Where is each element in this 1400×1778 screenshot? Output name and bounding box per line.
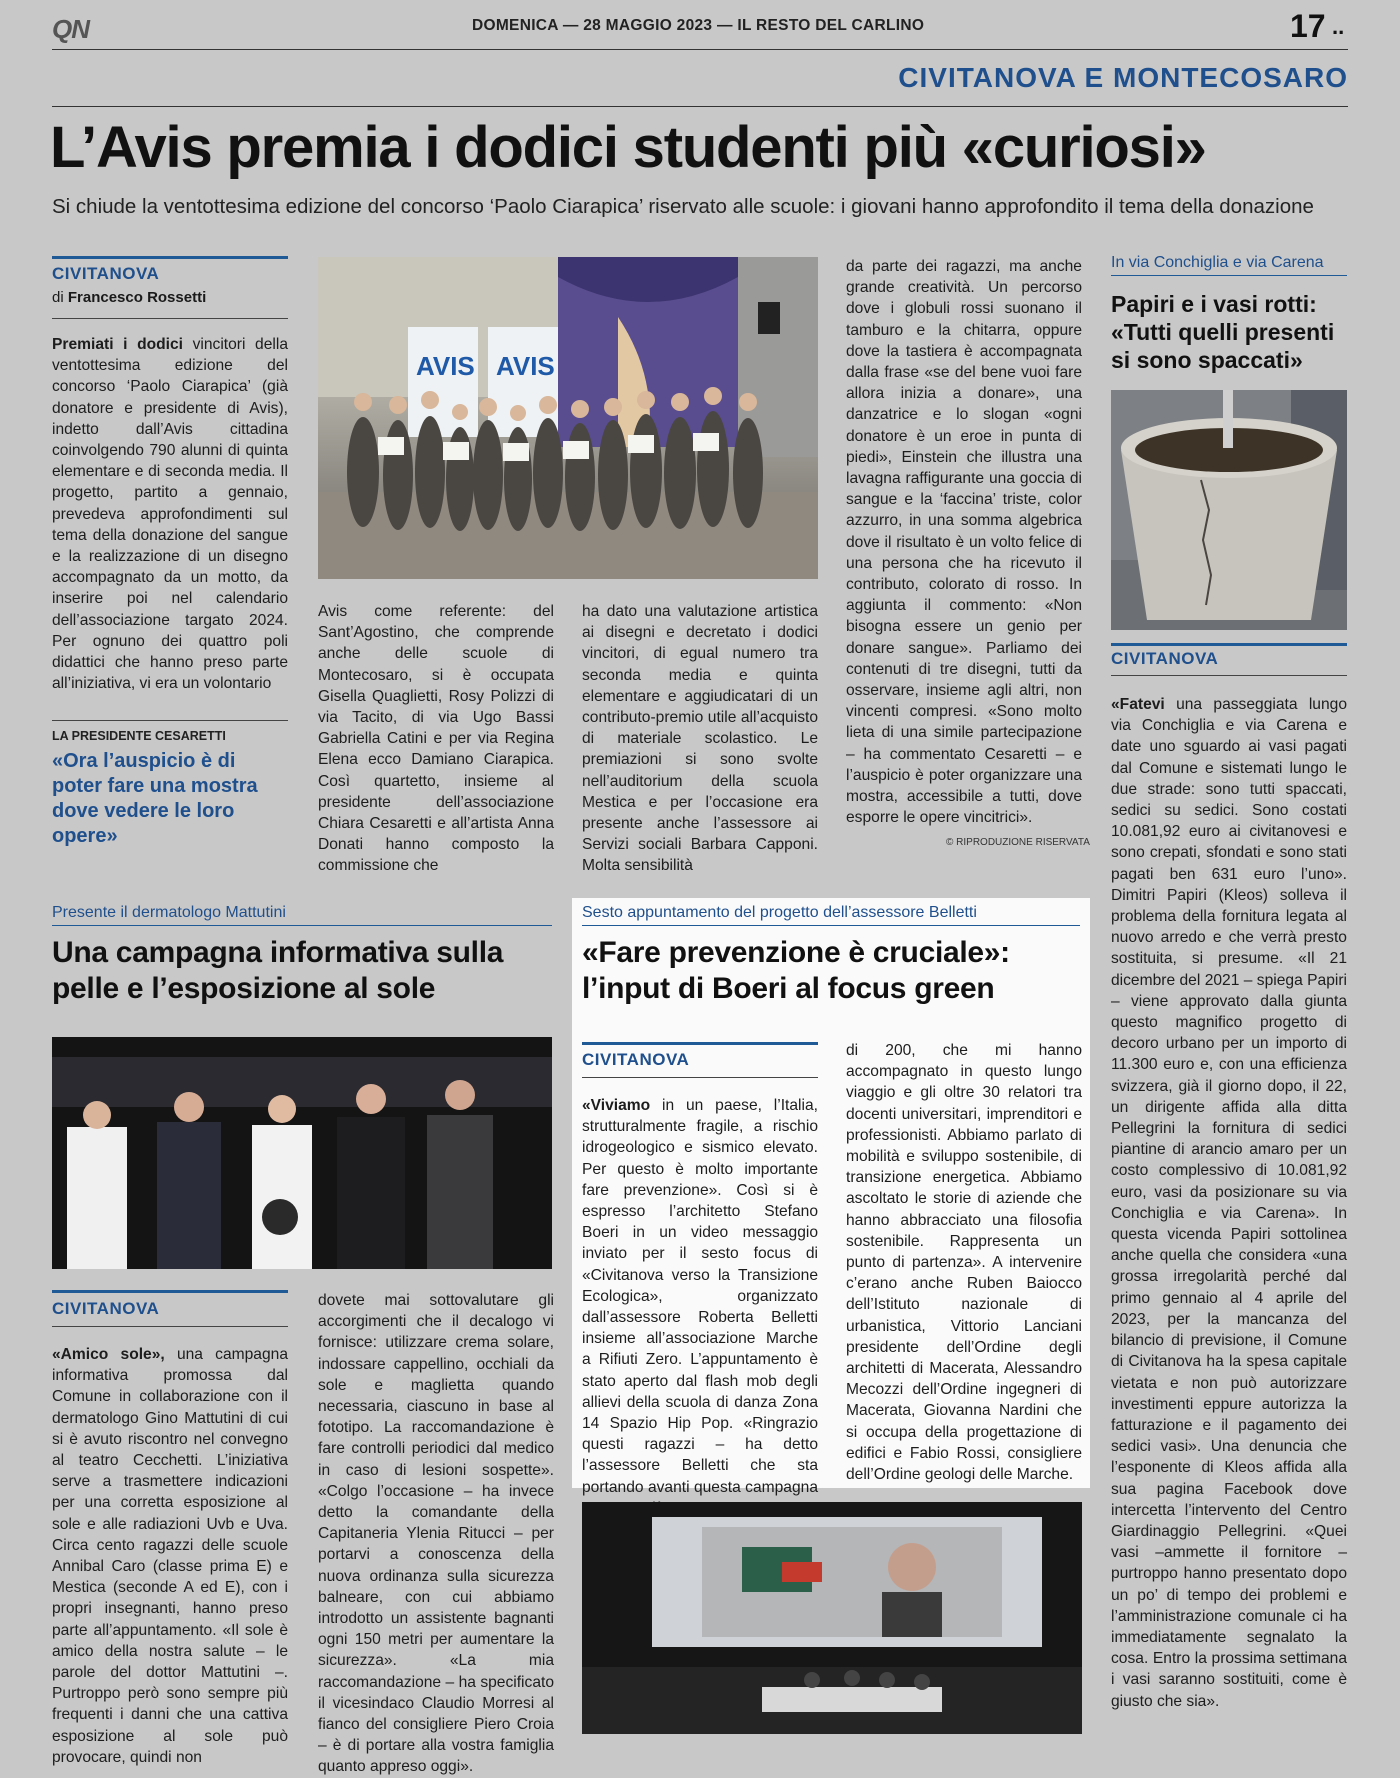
- green-location: CIVITANOVA: [582, 1050, 690, 1069]
- masthead-logo: QN: [52, 14, 89, 44]
- main-col3: ha dato una valutazione artistica ai disegni e decretato i dodici vincitori, di egual numero tra seconda media e quinta elementare e aggiudicatari di un contributo-premio utile all’acquisto di materiale scolastico. Le premiazioni si sono svolte nell’auditorium della scuola Mestica e per l’occasione era presente anche l’assessore ai Servizi sociali Barbara Capponi. Molta sensibilità: [582, 603, 818, 875]
- main-col1-text: vincitori della ventottesima edizione del concorso ‘Paolo Ciarapica’ (già donatore e presidente di Avis), indetto dall’Avis cittadina coinvolgendo 790 alunni di quinta elementare e di seconda media. Il progetto, partito a gennaio, prevedeva approfondimenti sul tema della donazione del sangue e la realizzazione di un disegno accompagnato da un motto, da inserire poi nel calendario dell’associazione targato 2024. Per ognuno dei quattro poli didattici che hanno preso parte all’iniziativa, vi era un volontario: [52, 336, 288, 693]
- dateline: DOMENICA — 28 MAGGIO 2023 — IL RESTO DEL CARLINO: [472, 17, 925, 34]
- skin-photo-scene: [52, 1037, 552, 1269]
- main-location: CIVITANOVA: [52, 264, 160, 283]
- green-kicker: [582, 904, 1080, 926]
- green-location-rule: [582, 1042, 818, 1045]
- skin-headline: Una campagna informativa sulla pelle e l’esposizione al sole: [52, 936, 504, 1005]
- conference-photo: [582, 1502, 1082, 1734]
- copyright: © RIPRODUZIONE RISERVATA: [946, 837, 1090, 848]
- banner-2-text: AVIS: [496, 351, 555, 381]
- vase-scene: [1111, 390, 1347, 630]
- green-col1: [582, 1095, 818, 1519]
- side-location: CIVITANOVA: [1111, 649, 1219, 668]
- skin-lead: «Amico sole»,: [52, 1346, 165, 1363]
- green-col2: di 200, che mi hanno accompagnato in questo lungo viaggio e gli oltre 30 relatori tra docenti universitari, imprenditori e professionisti. Abbiamo parlato di mobilità e sviluppo sostenibile, di transizione energetica. Abbiamo ascoltato le storie di aziende che hanno abbracciato una filosofia sostenibile. Rappresenta un punto di partenza». A intervenire c’erano anche Ruben Baiocco dell’Istituto nazionale di urbanistica, Vittorio Lanciani presidente dell’Ordine degli architetti di Macerata, Alessandro Mecozzi dell’Ordine ingegneri di Macerata, Giovanna Nardini che si occupa della progettazione di edifici e Fabio Rossi, consigliere dell’Ordine geologi delle Marche.: [846, 1042, 1082, 1484]
- byline-rule: [52, 318, 288, 319]
- main-lead: Premiati i dodici: [52, 336, 183, 353]
- green-headline: «Fare prevenzione è cruciale»: l’input di Boeri al focus green: [582, 936, 1010, 1005]
- conference-scene: [582, 1502, 1082, 1734]
- side-location-underline: [1111, 675, 1347, 676]
- avis-photo-scene: [318, 257, 818, 579]
- avis-award-photo: [318, 257, 818, 579]
- main-byline: [52, 289, 206, 306]
- skin-col2: dovete mai sottovalutare gli accorgimenti che il decalogo vi fornisce: utilizzare crema solare, indossare cappellino, occhiali da sole e maglietta quando necessaria, ciascuno in base al fototipo. La raccomandazione è fare controlli periodici dal medico in caso di lesioni sospette». «Colgo l’occasione – ha invece detto la comandante della Capitaneria Ylenia Ritucci – per portarvi a conoscenza della nuova ordinanza sulla sicurezza balneare, con cui abbiamo introdotto un assistente bagnanti ogni 150 metri per aumentare la sicurezza». «La mia raccomandazione – ha specificato il vicesindaco Claudio Morresi al fianco del consigliere Piero Croia – è di portare alla vostra famiglia quanto appreso oggi».: [318, 1292, 554, 1776]
- side-text: [1111, 694, 1347, 1712]
- green-kicker-text: Sesto appuntamento del progetto dell’assessore Belletti: [582, 904, 1080, 926]
- side-body: una passeggiata lungo via Conchiglia e via Carena e date uno sguardo ai vasi pagati dal Comune e sistemati lungo le due strade: sono tutti spaccati, sedici su sedici. Sono costati 10.081,92 euro ai civitanovesi e sono crepati, sfondati e sono stati pagati ben 631 euro l’uno». Dimitri Papiri (Kleos) solleva il problema della fornitura legata al nuovo arredo e che verrà presto sostituita, si presume. «Il 21 dicembre del 2021 – spiega Papiri – viene approvato dalla giunta questo magnifico progetto di decoro urbano per un importo di 11.300 euro e, con una efficienza svizzera, già il giorno dopo, il 22, un dirigente affida alla ditta Pellegrini la fornitura di sedici piantine di arancio amaro per un costo complessivo di 10.081,92 euro, vasi da posizionare su via Conchiglia e via Carena». In questa vicenda Papiri sottolinea anche quella che considera «una grossa irregolarità perché dal primo gennaio al 4 aprile del 2023, per la mancanza del bilancio di previsione, il Comune di Civitanova ha la spesa capitale vietata e non può autorizzare investimenti eppure autorizza la fatturazione e il pagamento dei sedici vasi». Una denuncia che l’esponente di Kleos affida alla sua pagina Facebook dove intercetta l’intervento del Centro Giardinaggio Pellegrini. «Quei vasi –ammette il fornitore – purtroppo hanno presentato dopo un po’ di tempo dei problemi e l’amministrazione comunale ci ha immediatamente segnalato la cosa. Entro la prossima settimana i vasi saranno sostituiti, come è giusto che sia».: [1111, 696, 1347, 1710]
- skin-col1: [52, 1344, 288, 1768]
- green-location-underline: [582, 1077, 818, 1078]
- section-title: CIVITANOVA E MONTECOSARO: [898, 62, 1348, 93]
- skin-kicker-text: Presente il dermatologo Mattutini: [52, 904, 552, 926]
- side-kicker-text: In via Conchiglia e via Carena: [1111, 254, 1347, 276]
- side-kicker: [1111, 254, 1347, 276]
- main-kicker-rule: [52, 256, 288, 259]
- green-lead: «Viviamo: [582, 1097, 651, 1114]
- skin-kicker: [52, 904, 552, 926]
- green-col1-text: in un paese, l’Italia, strutturalmente fragile, a rischio idrogeologico e sismico elevato. Per questo è molto importante fare prevenzione». Così si è espresso l’architetto Stefano Boeri in un video messaggio inviato per il sesto focus di «Civitanova verso la Transizione Ecologica», organizzato dall’assessore Roberta Belletti insieme all’associazione Marche a Rifiuti Zero. L’appuntamento è stato aperto dal flash mob degli allievi della scuola di danza Zona 14 Spazio Hip Pop. «Ringrazio questi ragazzi – ha detto l’assessore Belletti che sta portando avanti questa campagna: [582, 1097, 818, 1496]
- main-col4: da parte dei ragazzi, ma anche grande creatività. Un percorso dove i globuli rossi suonano il tamburo e la chitarra, oppure dove la tastiera è accompagnata dalla frase «se del bene vuoi fare allora inizia a donare», una danzatrice e lo slogan «ogni donatore è un eroe in punta di piedi», Einstein che illustra una lavagna raffigurante una goccia di sangue e la ‘faccina’ triste, color azzurro, in una somma algebrica dove il risultato è un volto felice di una persona che ha ricevuto il contributo, colorato di rosso. In aggiunta il commento: «Non bisogna essere un genio per donare sangue». Parliamo dei contenuti di tre disegni, tutti da osservare, insieme agli altri, non vincenti compresi. «Sono molto lieta di una simile partecipazione – ha commentato Cesaretti – e l’auspicio è poter organizzare una mostra, accessibile a tutti, dove esporre le opere vincitrici».: [846, 258, 1082, 827]
- side-location-rule: [1111, 643, 1347, 646]
- page-number-dots: ..: [1332, 14, 1345, 39]
- quote-label: LA PRESIDENTE CESARETTI: [52, 729, 226, 743]
- main-subheadline: Si chiude la ventottesima edizione del concorso ‘Paolo Ciarapica’ riservato alle scuole: i giovani hanno approfondito il tema della donazione: [52, 195, 1314, 218]
- pull-quote: «Ora l’auspicio è di poter fare una mostra dove vedere le loro opere»: [52, 750, 258, 847]
- skin-location-underline: [52, 1326, 288, 1327]
- main-col2: Avis come referente: del Sant’Agostino, che comprende anche delle scuole di Montecosaro, si è occupata Gisella Quaglietti, Rosy Polizzi di via Tacito, di via Ugo Bassi Gabriella Catini e per via Regina Elena ecco Damiano Ciarapica. Così quartetto, insieme al presidente dell’associazione Chiara Cesaretti e all’artista Anna Donati hanno composto la commissione che: [318, 603, 554, 875]
- skin-location: CIVITANOVA: [52, 1299, 160, 1318]
- section-rule: [52, 106, 1348, 107]
- skin-event-photo: [52, 1037, 552, 1269]
- skin-location-rule: [52, 1290, 288, 1293]
- byline-author: Francesco Rossetti: [67, 289, 207, 306]
- side-lead: «Fatevi: [1111, 696, 1165, 713]
- side-headline: Papiri e i vasi rotti: «Tutti quelli presenti si sono spaccati»: [1111, 291, 1335, 373]
- main-col1: [52, 334, 288, 694]
- skin-col1-text: una campagna informativa promossa dal Comune in collaborazione con il dermatologo Gino Mattutini di cui si è avuto riscontro nel convegno al teatro Cecchetti. L’iniziativa serve a trasmettere indicazioni per una corretta esposizione al sole e alle radiazioni Uvb e Uva. Circa cento ragazzi delle scuole Annibal Caro (classe prima E) e Mestica (seconde A ed E), con i propri insegnanti, hanno preso parte all’appuntamento. «Il sole è amico della nostra salute – le parole del dottor Mattutini –. Purtroppo però sono sempre più frequenti i danni che una cattiva esposizione al sole può provocare, quindi non: [52, 1346, 288, 1766]
- byline-prefix: di: [52, 289, 64, 306]
- header-rule: [52, 49, 1348, 50]
- banner-1-text: AVIS: [416, 351, 475, 381]
- main-headline: L’Avis premia i dodici studenti più «curiosi»: [50, 115, 1206, 180]
- page-number: 17: [1290, 8, 1326, 44]
- quote-rule: [52, 720, 288, 721]
- broken-vase-photo: [1111, 390, 1347, 630]
